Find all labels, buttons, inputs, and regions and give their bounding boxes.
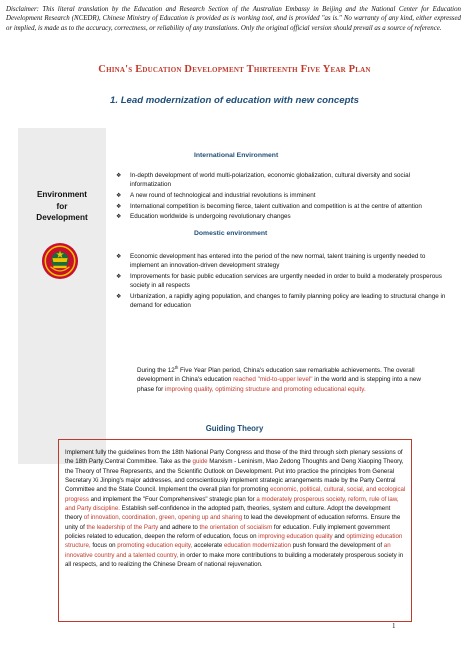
- guiding-highlight: an innovative country and a talented country,: [65, 542, 391, 559]
- international-environment-heading: International Environment: [194, 152, 279, 159]
- summary-text: Five Year Plan period, China's education saw remarkable achievements. The overall development in China's education: [137, 367, 415, 384]
- guiding-text: in order to make more contributions to building a moderately prosperous society in all respects, and to realizing the Chinese Dream of national rejuvenation.: [65, 551, 404, 569]
- diamond-bullet-icon: ❖: [116, 293, 122, 300]
- list-item: [116, 191, 446, 200]
- diamond-bullet-icon: ❖: [116, 172, 122, 179]
- section-heading: 1. Lead modernization of education with new concepts: [110, 95, 359, 106]
- summary-paragraph: [137, 366, 431, 394]
- domestic-list: [116, 252, 446, 312]
- guiding-text: Establish self-confidence in the adopted path, theories, system and culture. Adopt the development theory: [65, 505, 391, 522]
- summary-text: During the 12: [137, 367, 175, 374]
- guiding-highlight: education modernization: [224, 542, 291, 550]
- list-item: [116, 171, 446, 190]
- list-item: [116, 212, 446, 221]
- guiding-highlight: promoting education equity,: [117, 542, 193, 550]
- list-item-text: Economic development has entered into the period of the new normal, talent training is urgently needed to implement an innovation-driven development strategy: [130, 253, 426, 270]
- guiding-highlight: the orientation of socialism: [199, 523, 273, 531]
- guiding-highlight: economic, political, cultural, social, and ecological progress: [65, 486, 406, 503]
- list-item: [116, 252, 446, 271]
- guiding-text: and implement the "Four Comprehensives" strategic plan for: [88, 495, 257, 503]
- guiding-text: Marxism - Leninism, Mao Zedong Thoughts and Deng Xiaoping Theory, the Theory of Three Represents, and the Scientific Outlook on Development. Put into practice the principles from General Secretary Xi Jinping's major addresses, and conscientiously implement strategic arrangements made by the Party Central Committee and the State Council. Implement the overall plan for promoting: [65, 458, 404, 494]
- environment-label-line: Development: [36, 213, 88, 222]
- diamond-bullet-icon: ❖: [116, 253, 122, 260]
- guiding-text: to lead the development of education reforms. Ensure the unity of: [65, 514, 401, 531]
- list-item: [116, 202, 446, 211]
- guiding-highlight: the leadership of the Party: [86, 523, 159, 531]
- page-number: 1: [392, 622, 396, 630]
- guiding-text: for education. Fully implement government policies related to education, deepen the reform of education, focus on: [65, 523, 390, 541]
- diamond-bullet-icon: ❖: [116, 192, 122, 199]
- document-title: China's Education Development Thirteenth Five Year Plan: [98, 64, 371, 75]
- diamond-bullet-icon: ❖: [116, 202, 122, 210]
- diamond-bullet-icon: ❖: [116, 273, 122, 280]
- guiding-text: and adhere to: [158, 523, 200, 531]
- environment-label-line: for: [56, 201, 68, 211]
- environment-panel: [18, 128, 106, 464]
- national-emblem-icon: [41, 242, 79, 280]
- list-item-text: Improvements for basic public education services are urgently needed in order to build a moderately prosperous society in all respects: [130, 273, 442, 290]
- diamond-bullet-icon: ❖: [116, 213, 122, 221]
- domestic-environment-heading: Domestic environment: [194, 230, 268, 237]
- environment-label: [18, 189, 106, 224]
- list-item: [116, 292, 446, 311]
- list-item: [116, 272, 446, 291]
- guiding-text: and: [332, 533, 347, 541]
- guiding-text: Implement fully the guidelines from the 18th National Party Congress and those of the third through sixth plenary sessions of the 18th Party Central Committee. Take as the: [65, 449, 403, 466]
- guiding-theory-box: [58, 439, 412, 622]
- guiding-highlight: improving education quality: [258, 533, 333, 541]
- list-item-text: Urbanization, a rapidly aging population, and changes to family planning policy are leading to structural change in demand for education: [130, 293, 446, 310]
- guiding-highlight: of innovation, coordination, green, opening up and sharing: [83, 514, 243, 522]
- guiding-highlight: a moderately prosperous society, reform, rule of law, and Party discipline.: [65, 495, 399, 513]
- summary-highlight: improving quality, optimizing structure and promoting educational equity.: [165, 385, 366, 393]
- guiding-highlight: optimizing education structure,: [65, 533, 403, 550]
- summary-highlight: reached "mid-to-upper level": [233, 376, 313, 384]
- list-item-text: A new round of technological and industrial revolutions is imminent: [130, 192, 316, 199]
- international-list: [116, 171, 446, 223]
- list-item-text: International competition is becoming fierce, talent cultivation and competition is at the centre of attention: [130, 202, 422, 210]
- summary-superscript: th: [174, 364, 179, 370]
- guiding-theory-text: [65, 448, 406, 569]
- environment-label-line: Environment: [36, 190, 88, 199]
- guiding-text: push forward the development of: [290, 542, 384, 550]
- disclaimer: Disclaimer: This literal translation by the Education and Research Section of the Australian Embassy in Beijing and the National Center for Education Development Research (NCEDR), Chinese Ministry of Education is provided as is working tool, and is provided "as is." No warranty of any kind, either expressed or implied, is made as to the accuracy, correctness, or reliability of any translations. Only the original official version should prevail as a source of reference.: [6, 6, 461, 32]
- guiding-text: focus on: [90, 542, 118, 550]
- guiding-theory-heading: Guiding Theory: [205, 424, 264, 433]
- summary-text: in the world and is stepping into a new phase for: [137, 376, 421, 393]
- list-item-text: In-depth development of world multi-polarization, economic globalization, cultural diversity and social informatization: [130, 172, 411, 189]
- guiding-text: accelerate: [192, 542, 224, 550]
- guiding-highlight: guide: [192, 458, 208, 466]
- list-item-text: Education worldwide is undergoing revolutionary changes: [130, 213, 291, 221]
